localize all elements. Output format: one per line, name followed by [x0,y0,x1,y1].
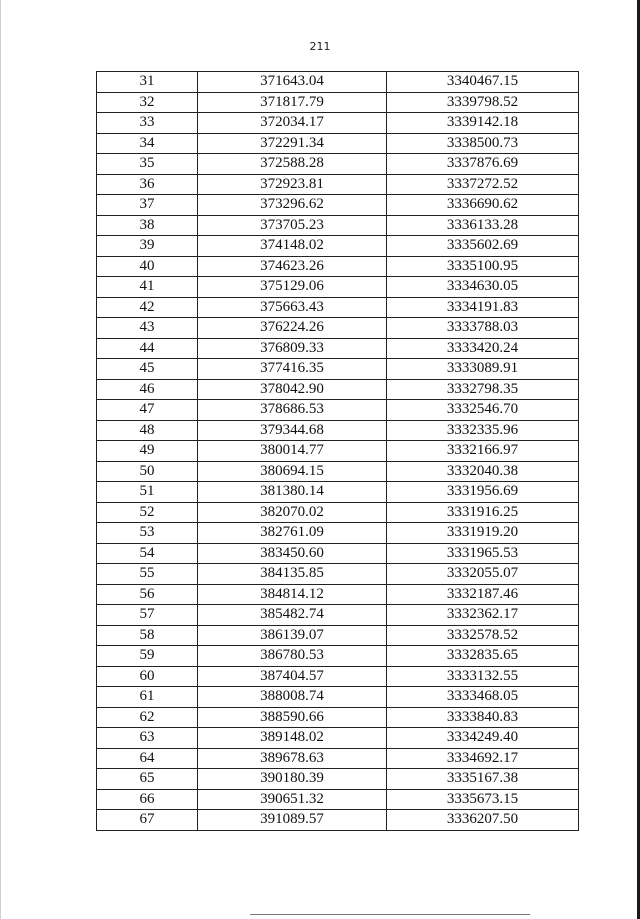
point-number-cell: 65 [97,769,198,790]
table-row [97,195,579,216]
x-coordinate-cell: 390651.32 [198,789,387,810]
x-coordinate-cell: 378042.90 [198,379,387,400]
x-coordinate-cell: 391089.57 [198,810,387,831]
point-number-cell: 44 [97,338,198,359]
point-number-cell: 45 [97,359,198,380]
table-row [97,461,579,482]
point-number-cell: 51 [97,482,198,503]
x-coordinate-cell: 371817.79 [198,92,387,113]
point-number-cell: 41 [97,277,198,298]
x-coordinate-cell: 380014.77 [198,441,387,462]
point-number-cell: 63 [97,728,198,749]
coordinate-table [96,71,579,831]
x-coordinate-cell: 373296.62 [198,195,387,216]
scan-left-edge [0,0,1,919]
y-coordinate-cell: 3331965.53 [387,543,579,564]
table-row [97,236,579,257]
y-coordinate-cell: 3332798.35 [387,379,579,400]
point-number-cell: 46 [97,379,198,400]
x-coordinate-cell: 373705.23 [198,215,387,236]
point-number-cell: 35 [97,154,198,175]
table-row [97,92,579,113]
y-coordinate-cell: 3339798.52 [387,92,579,113]
point-number-cell: 47 [97,400,198,421]
point-number-cell: 34 [97,133,198,154]
table-row [97,789,579,810]
table-row [97,666,579,687]
point-number-cell: 33 [97,113,198,134]
x-coordinate-cell: 390180.39 [198,769,387,790]
x-coordinate-cell: 389678.63 [198,748,387,769]
y-coordinate-cell: 3333089.91 [387,359,579,380]
table-row [97,277,579,298]
scan-bottom-line [250,914,530,915]
point-number-cell: 57 [97,605,198,626]
table-row [97,359,579,380]
table-row [97,338,579,359]
x-coordinate-cell: 382761.09 [198,523,387,544]
y-coordinate-cell: 3332362.17 [387,605,579,626]
y-coordinate-cell: 3335167.38 [387,769,579,790]
x-coordinate-cell: 376809.33 [198,338,387,359]
x-coordinate-cell: 386139.07 [198,625,387,646]
x-coordinate-cell: 372923.81 [198,174,387,195]
table-row [97,605,579,626]
point-number-cell: 62 [97,707,198,728]
x-coordinate-cell: 388008.74 [198,687,387,708]
point-number-cell: 39 [97,236,198,257]
table-row [97,523,579,544]
y-coordinate-cell: 3332578.52 [387,625,579,646]
x-coordinate-cell: 378686.53 [198,400,387,421]
point-number-cell: 48 [97,420,198,441]
table-row [97,707,579,728]
point-number-cell: 64 [97,748,198,769]
table-row [97,400,579,421]
y-coordinate-cell: 3333132.55 [387,666,579,687]
point-number-cell: 40 [97,256,198,277]
table-row [97,297,579,318]
point-number-cell: 56 [97,584,198,605]
table-row [97,256,579,277]
x-coordinate-cell: 389148.02 [198,728,387,749]
y-coordinate-cell: 3334692.17 [387,748,579,769]
table-row [97,441,579,462]
point-number-cell: 31 [97,72,198,93]
table-row [97,687,579,708]
x-coordinate-cell: 382070.02 [198,502,387,523]
y-coordinate-cell: 3334249.40 [387,728,579,749]
y-coordinate-cell: 3332187.46 [387,584,579,605]
table-row [97,154,579,175]
table-row [97,748,579,769]
point-number-cell: 59 [97,646,198,667]
table-row [97,379,579,400]
x-coordinate-cell: 388590.66 [198,707,387,728]
x-coordinate-cell: 371643.04 [198,72,387,93]
x-coordinate-cell: 374148.02 [198,236,387,257]
y-coordinate-cell: 3333788.03 [387,318,579,339]
x-coordinate-cell: 372588.28 [198,154,387,175]
y-coordinate-cell: 3339142.18 [387,113,579,134]
y-coordinate-cell: 3332546.70 [387,400,579,421]
x-coordinate-cell: 387404.57 [198,666,387,687]
y-coordinate-cell: 3338500.73 [387,133,579,154]
table-row [97,728,579,749]
x-coordinate-cell: 374623.26 [198,256,387,277]
x-coordinate-cell: 384135.85 [198,564,387,585]
y-coordinate-cell: 3334630.05 [387,277,579,298]
point-number-cell: 50 [97,461,198,482]
point-number-cell: 32 [97,92,198,113]
y-coordinate-cell: 3333468.05 [387,687,579,708]
table-row [97,625,579,646]
y-coordinate-cell: 3332040.38 [387,461,579,482]
x-coordinate-cell: 385482.74 [198,605,387,626]
point-number-cell: 67 [97,810,198,831]
point-number-cell: 66 [97,789,198,810]
table-row [97,482,579,503]
point-number-cell: 49 [97,441,198,462]
x-coordinate-cell: 383450.60 [198,543,387,564]
table-row [97,113,579,134]
y-coordinate-cell: 3335602.69 [387,236,579,257]
table-row [97,174,579,195]
y-coordinate-cell: 3331919.20 [387,523,579,544]
point-number-cell: 52 [97,502,198,523]
x-coordinate-cell: 377416.35 [198,359,387,380]
y-coordinate-cell: 3333420.24 [387,338,579,359]
table-row [97,564,579,585]
table-row [97,215,579,236]
y-coordinate-cell: 3335673.15 [387,789,579,810]
table-row [97,133,579,154]
y-coordinate-cell: 3332055.07 [387,564,579,585]
x-coordinate-cell: 379344.68 [198,420,387,441]
x-coordinate-cell: 384814.12 [198,584,387,605]
y-coordinate-cell: 3333840.83 [387,707,579,728]
point-number-cell: 36 [97,174,198,195]
x-coordinate-cell: 372291.34 [198,133,387,154]
table-row [97,769,579,790]
table-row [97,72,579,93]
y-coordinate-cell: 3336690.62 [387,195,579,216]
y-coordinate-cell: 3337876.69 [387,154,579,175]
y-coordinate-cell: 3331956.69 [387,482,579,503]
x-coordinate-cell: 376224.26 [198,318,387,339]
point-number-cell: 42 [97,297,198,318]
table-row [97,543,579,564]
y-coordinate-cell: 3340467.15 [387,72,579,93]
table-row [97,502,579,523]
table-row [97,420,579,441]
point-number-cell: 37 [97,195,198,216]
page-number: 211 [309,40,331,53]
point-number-cell: 43 [97,318,198,339]
y-coordinate-cell: 3336133.28 [387,215,579,236]
y-coordinate-cell: 3337272.52 [387,174,579,195]
point-number-cell: 54 [97,543,198,564]
x-coordinate-cell: 386780.53 [198,646,387,667]
y-coordinate-cell: 3331916.25 [387,502,579,523]
x-coordinate-cell: 375129.06 [198,277,387,298]
x-coordinate-cell: 381380.14 [198,482,387,503]
coordinate-table-body [97,72,579,831]
point-number-cell: 55 [97,564,198,585]
x-coordinate-cell: 372034.17 [198,113,387,134]
y-coordinate-cell: 3336207.50 [387,810,579,831]
y-coordinate-cell: 3332835.65 [387,646,579,667]
table-row [97,810,579,831]
table-row [97,318,579,339]
x-coordinate-cell: 375663.43 [198,297,387,318]
y-coordinate-cell: 3334191.83 [387,297,579,318]
table-row [97,646,579,667]
point-number-cell: 61 [97,687,198,708]
y-coordinate-cell: 3335100.95 [387,256,579,277]
y-coordinate-cell: 3332166.97 [387,441,579,462]
y-coordinate-cell: 3332335.96 [387,420,579,441]
x-coordinate-cell: 380694.15 [198,461,387,482]
point-number-cell: 38 [97,215,198,236]
point-number-cell: 58 [97,625,198,646]
table-row [97,584,579,605]
point-number-cell: 60 [97,666,198,687]
point-number-cell: 53 [97,523,198,544]
